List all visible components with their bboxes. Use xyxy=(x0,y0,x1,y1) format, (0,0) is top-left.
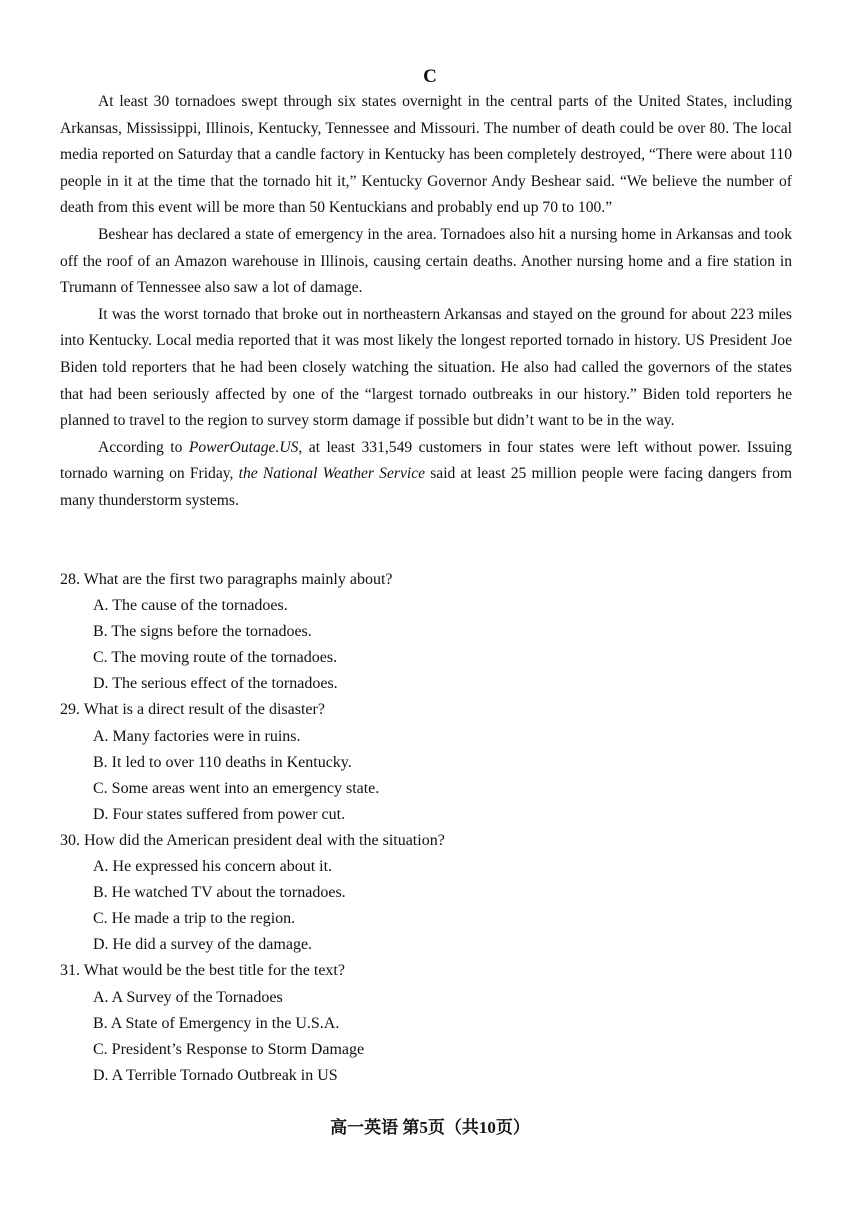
page-footer: 高一英语 第5页（共10页） xyxy=(330,1118,530,1137)
answer-option: A. Many factories were in ruins. xyxy=(93,727,301,745)
paragraph-text: According to xyxy=(98,438,189,456)
answer-option: D. A Terrible Tornado Outbreak in US xyxy=(93,1066,338,1084)
answer-option: C. Some areas went into an emergency state. xyxy=(93,779,380,797)
answer-option: A. He expressed his concern about it. xyxy=(93,858,333,876)
paragraph-text: , at least 331,549 customers in four states were left without power. Issuing tornado warning on Friday, xyxy=(60,438,792,483)
answer-option: D. The serious effect of the tornadoes. xyxy=(93,675,338,693)
question-28 xyxy=(60,567,792,697)
passage-paragraph-2: Beshear has declared a state of emergency in the area. Tornadoes also hit a nursing home in Arkansas and took off the roof of an Amazon warehouse in Illinois, causing certain deaths. Another nursing home and a fire station in Trumann of Tennessee also saw a lot of damage. xyxy=(60,225,792,297)
answer-option: D. He did a survey of the damage. xyxy=(93,936,313,954)
passage-paragraph-4 xyxy=(60,435,792,515)
answer-option: B. It led to over 110 deaths in Kentucky. xyxy=(93,753,352,771)
question-stem: 28. What are the first two paragraphs mainly about? xyxy=(60,571,393,588)
question-list xyxy=(60,567,792,1089)
question-stem: 30. How did the American president deal with the situation? xyxy=(60,831,445,849)
section-heading: C xyxy=(423,66,437,87)
answer-option: C. President’s Response to Storm Damage xyxy=(93,1040,365,1058)
answer-option: A. A Survey of the Tornadoes xyxy=(93,988,283,1006)
answer-option: C. He made a trip to the region. xyxy=(93,910,296,928)
question-stem: 29. What is a direct result of the disaster? xyxy=(60,701,325,719)
question-29 xyxy=(60,697,792,827)
answer-option: D. Four states suffered from power cut. xyxy=(93,805,346,823)
answer-option: B. The signs before the tornadoes. xyxy=(93,623,312,641)
question-stem: 31. What would be the best title for the text? xyxy=(60,962,345,980)
paragraph-text: said at least 25 million people were facing dangers from many thunderstorm systems. xyxy=(60,465,793,509)
answer-option: A. The cause of the tornadoes. xyxy=(93,597,288,615)
passage-paragraph-3: It was the worst tornado that broke out in northeastern Arkansas and stayed on the ground for about 223 miles into Kentucky. Local media reported that it was most likely the longest reported tornado in history. US President Joe Biden told reporters that he had been closely watching the situation. He also had called the governors of the states that had been seriously affected by one of the “largest tornado outbreaks in our history.” Biden told reporters he planned to travel to the region to survey storm damage if possible but didn’t want to be in the way. xyxy=(60,305,792,430)
answer-option: B. He watched TV about the tornadoes. xyxy=(93,884,346,902)
source-name: PowerOutage.US xyxy=(188,438,299,456)
question-30 xyxy=(60,828,792,958)
answer-option: B. A State of Emergency in the U.S.A. xyxy=(93,1014,340,1032)
passage-paragraph-1: At least 30 tornadoes swept through six states overnight in the central parts of the United States, including Arkansas, Mississippi, Illinois, Kentucky, Tennessee and Missouri. The number of death could be over 80. The local media reported on Saturday that a candle factory in Kentucky has been completely destroyed, “There were about 110 people in it at the time that the tornado hit it,” Kentucky Governor Andy Beshear said. “We believe the number of death from this event will be more than 50 Kentuckians and probably end up 70 to 100.” xyxy=(60,93,792,217)
reading-passage xyxy=(60,89,792,515)
question-31 xyxy=(60,958,792,1088)
answer-option: C. The moving route of the tornadoes. xyxy=(93,649,338,667)
agency-name: the National Weather Service xyxy=(238,465,426,483)
